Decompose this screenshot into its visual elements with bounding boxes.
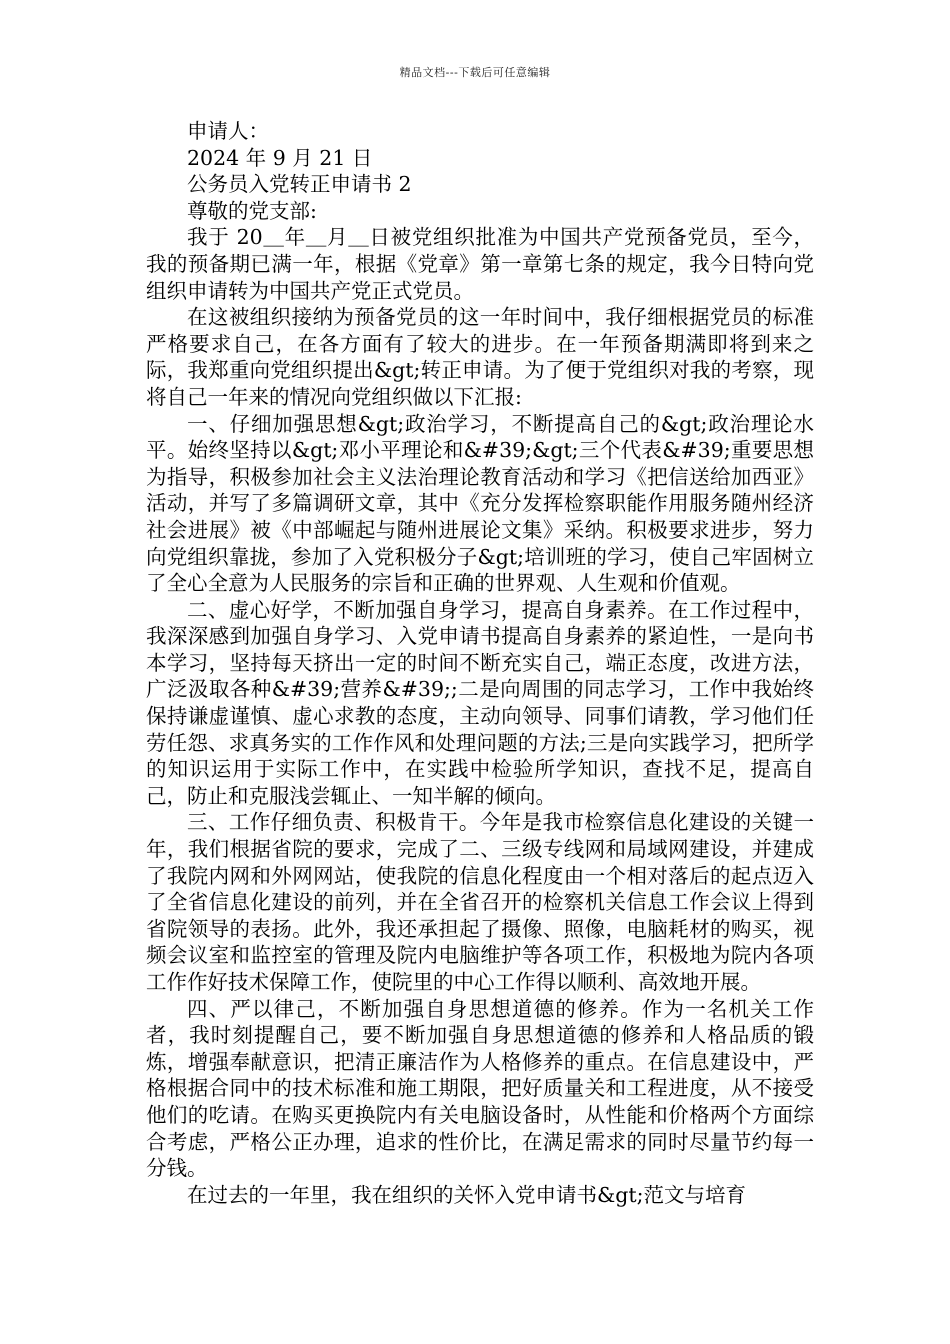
application-date: 2024 年 9 月 21 日: [187, 145, 373, 170]
paragraph-overview: 在这被组织接纳为预备党员的这一年时间中，我仔细根据党员的标准严格要求自己，在各方面有了较大的进步。在一年预备期满即将到来之际，我郑重向党组织提出&gt;转正申请。为了便于党组织对我的考察，现将自己一年来的情况向党组织做以下汇报:: [146, 305, 814, 409]
document-title: 公务员入党转正申请书 2: [187, 172, 412, 197]
paragraph-section-four: 四、严以律己，不断加强自身思想道德的修养。作为一名机关工作者，我时刻提醒自己，要不断加强自身思想道德的修养和人格品质的锻炼，增强奉献意识，把清正廉洁作为人格修养的重点。在信息建设中，严格根据合同中的技术标准和施工期限，把好质量关和工程进度，从不接受他们的吃请。在购买更换院内有关电脑设备时，从性能和价格两个方面综合考虑，严格公正办理，追求的性价比，在满足需求的同时尽量节约每一分钱。: [146, 996, 814, 1181]
page-header-caption: 精品文档---下载后可任意编辑: [399, 66, 551, 79]
paragraph-section-two: 二、虚心好学，不断加强自身学习，提高自身素养。在工作过程中，我深深感到加强自身学习、入党申请书提高自身素养的紧迫性，一是向书本学习，坚持每天挤出一定的时间不断充实自己，端正态度，改进方法，广泛汲取各种&#39;营养&#39;;二是向周围的同志学习，工作中我始终保持谦虚谨慎、虚心求教的态度，主动向领导、同事们请教，学习他们任劳任怨、求真务实的工作作风和处理问题的方法;三是向实践学习，把所学的知识运用于实际工作中，在实践中检验所学知识，查找不足，提高自己，防止和克服浅尝辄止、一知半解的倾向。: [146, 597, 814, 808]
document-body: [146, 118, 814, 1208]
salutation: 尊敬的党支部:: [187, 198, 317, 223]
applicant-label: 申请人：: [187, 119, 269, 143]
paragraph-section-three: 三、工作仔细负责、积极肯干。今年是我市检察信息化建设的关键一年，我们根据省院的要求，完成了二、三级专线网和局域网建设，并建成了我院内网和外网网站，使我院的信息化程度由一个相对落后的起点迈入了全省信息化建设的前列，并在全省召开的检察机关信息工作会议上得到省院领导的表扬。此外，我还承担起了摄像、照像，电脑耗材的购买，视频会议室和监控室的管理及院内电脑维护等各项工作，积极地为院内各项工作作好技术保障工作，使院里的中心工作得以顺利、高效地开展。: [146, 810, 814, 994]
paragraph-intro: 我于 20＿年＿月＿日被党组织批准为中国共产党预备党员，至今，我的预备期已满一年，根据《党章》第一章第七条的规定，我今日特向党组织申请转为中国共产党正式党员。: [146, 225, 814, 303]
paragraph-section-one: 一、仔细加强思想&gt;政治学习，不断提高自己的&gt;政治理论水平。始终坚持以&gt;邓小平理论和&#39;&gt;三个代表&#39;重要思想为指导，积极参加社会主义法治理论教育活动和学习《把信送给加西亚》活动，并写了多篇调研文章，其中《充分发挥检察职能作用服务随州经济社会进展》被《中部崛起与随州进展论文集》采纳。积极要求进步，努力向党组织靠拢，参加了入党积极分子&gt;培训班的学习，使自己牢固树立了全心全意为人民服务的宗旨和正确的世界观、人生观和价值观。: [146, 411, 814, 596]
paragraph-closing: 在过去的一年里，我在组织的关怀入党申请书&gt;范文与培育: [187, 1182, 747, 1207]
